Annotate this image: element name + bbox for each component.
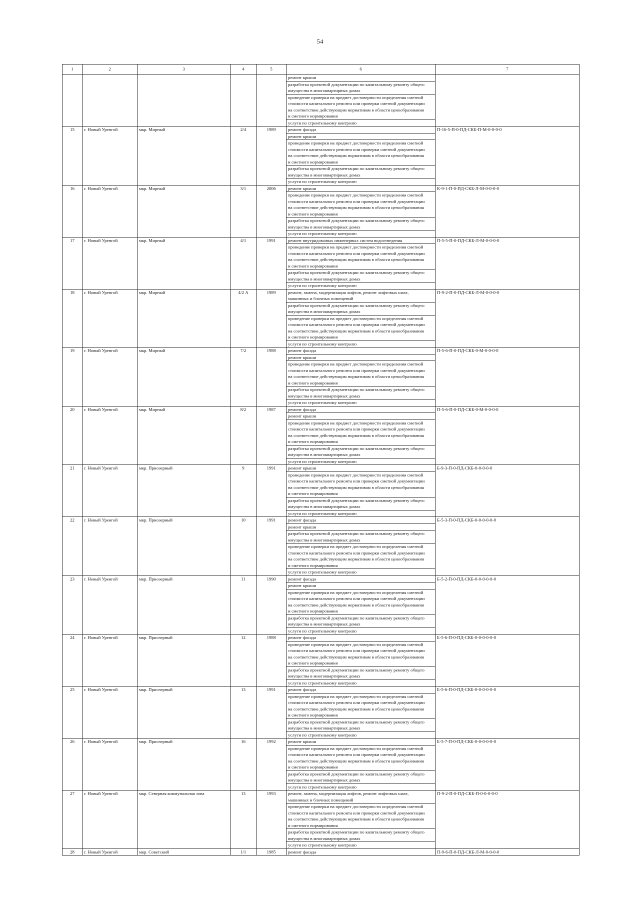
table-row [62,289,579,302]
cell-street: мкр. Приозерный [137,686,230,738]
cell-city: г. Новый Уренгой [82,790,137,848]
cell-year: 1989 [256,289,286,347]
cell-city: г. Новый Уренгой [82,406,137,465]
cell-work: разработка проектной документации по капитальному ремонту общего имущества в многоквартирных домах [286,497,435,510]
cell-code: П-9-2-П-0-ПД-СКБ-Л-М-0-0-0-0 [435,289,579,347]
column-header-6: 6 [286,64,435,74]
cell-code: Б-9-3-П-0-ПД-СКБ-0-0-0-0-0 [435,465,579,517]
cell-work: разработка проектной документации по капитальному ремонту общего имущества в многоквартирных домах [286,445,435,458]
cell-city: г. Новый Уренгой [82,576,137,635]
cell-number: 19 [62,347,82,406]
cell-city: г. Новый Уренгой [82,185,137,237]
cell-work: разработка проектной документации по капитальному ремонту общего имущества в многоквартирных домах [286,217,435,230]
table-body [62,74,579,855]
cell-number: 18 [62,289,82,347]
cell-work: ремонт крыши [286,738,435,745]
cell-city: г. Новый Уренгой [82,517,137,576]
cell-number: 15 [62,126,82,185]
cell-number [62,74,82,126]
cell-code: П-5-6-П-0-ПД-СКБ-0-М-0-0-0-0 [435,347,579,406]
cell-house: 4/2 А [230,289,256,347]
cell-code: П-9-2-П-0-ПД-СКБ-П-0-0-0-0-0 [435,790,579,848]
cell-city: г. Новый Уренгой [82,237,137,289]
cell-work: проведение проверки на предмет достоверности определения сметной стоимости капитального ремонта или проверки сметной документации на соответствие действующим нормативам в области ценообразования и сметного нормирования [286,641,435,667]
cell-street: мкр. Мирный [137,185,230,237]
cell-city: г. Новый Уренгой [82,738,137,790]
cell-year: 1993 [256,790,286,848]
cell-code: Б-5-7-П-0-ПД-СКБ-0-0-0-0-0-0 [435,738,579,790]
cell-street: мкр. Приозерный [137,517,230,576]
column-header-5: 5 [256,64,286,74]
cell-house: 12 [230,634,256,686]
cell-work: ремонт крыши [286,185,435,192]
cell-work: ремонт фасада [286,576,435,583]
cell-number: 28 [62,849,82,856]
cell-street: мкр. Приозерный [137,465,230,517]
cell-house: 8/2 [230,406,256,465]
cell-year [256,74,286,126]
cell-work: ремонт крыши [286,74,435,81]
cell-work: проведение проверки на предмет достоверности определения сметной стоимости капитального ремонта или проверки сметной документации на соответствие действующим нормативам в области ценообразования и сметного нормирования [286,472,435,498]
cell-code: П-5-5-П-0-ПД-СКБ-Л-М-0-0-0-0 [435,237,579,289]
cell-year: 1989 [256,126,286,185]
table-row [62,465,579,472]
table-header-row [62,64,579,74]
data-table [62,64,580,856]
cell-work: услуги по строительному контролю [286,569,435,576]
cell-work: разработка проектной документации по капитальному ремонту общего имущества в многоквартирных домах [286,667,435,680]
cell-work: ремонт фасада [286,849,435,856]
cell-house: 3/1 [230,185,256,237]
cell-street: мкр. Приозерный [137,738,230,790]
table-row [62,406,579,413]
cell-city: г. Новый Уренгой [82,686,137,738]
cell-work: проведение проверки на предмет достоверности определения сметной стоимости капитального ремонта или проверки сметной документации на соответствие действующим нормативам в области ценообразования и сметного нормирования [286,693,435,719]
cell-code: К-9-1-П-0-ПД-СКБ-Л-М-0-0-0-0 [435,185,579,237]
cell-code: Б-5-2-П-0-ПД-СКБ-0-0-0-0-0-0 [435,576,579,635]
table-row [62,790,579,803]
cell-work: разработка проектной документации по капитальному ремонту общего имущества в многоквартирных домах [286,771,435,784]
cell-year: 1990 [256,576,286,635]
cell-work: ремонт фасада [286,517,435,524]
cell-work: услуги по строительному контролю [286,399,435,406]
cell-number: 16 [62,185,82,237]
cell-house: 2/4 [230,126,256,185]
cell-house: 16 [230,738,256,790]
cell-work: ремонт фасада [286,126,435,133]
cell-year: 1991 [256,517,286,576]
cell-work: проведение проверки на предмет достоверности определения сметной стоимости капитального ремонта или проверки сметной документации на соответствие действующим нормативам в области ценообразования и сметного нормирования [286,244,435,270]
cell-work: ремонт внутридомовых инженерных систем водоотведения [286,237,435,244]
cell-street: мкр. Приозерный [137,634,230,686]
cell-street: мкр. Мирный [137,126,230,185]
cell-code: Б-5-3-П-0-ПД-СКБ-0-0-0-0-0-0 [435,517,579,576]
table-row [62,738,579,745]
table-row [62,347,579,354]
cell-city: г. Новый Уренгой [82,126,137,185]
cell-work: разработка проектной документации по капитальному ремонту общего имущества в многоквартирных домах [286,165,435,178]
cell-work: услуги по строительному контролю [286,458,435,465]
cell-work: разработка проектной документации по капитальному ремонту общего имущества в многоквартирных домах [286,615,435,628]
cell-work: ремонт крыши [286,413,435,420]
column-header-7: 7 [435,64,579,74]
cell-work: услуги по строительному контролю [286,842,435,849]
cell-number: 21 [62,465,82,517]
cell-year: 1991 [256,237,286,289]
cell-work: ремонт крыши [286,354,435,361]
cell-work: ремонт крыши [286,133,435,140]
cell-number: 27 [62,790,82,848]
cell-house: 7/2 [230,347,256,406]
cell-code: Б-5-6-П-0-ПД-СКБ-0-0-0-0-0-0 [435,634,579,686]
cell-number: 25 [62,686,82,738]
cell-year: 1988 [256,634,286,686]
cell-number: 26 [62,738,82,790]
table-row [62,185,579,192]
cell-year: 1992 [256,738,286,790]
cell-code: П-16-5-П-0-ПД-СКБ-П-М-0-0-0-0 [435,126,579,185]
cell-work: разработка проектной документации по капитальному ремонту общего имущества в многоквартирных домах [286,386,435,399]
cell-year: 1987 [256,406,286,465]
cell-work: проведение проверки на предмет достоверности определения сметной стоимости капитального ремонта или проверки сметной документации на соответствие действующим нормативам в области ценообразования и сметного нормирования [286,315,435,341]
cell-work: услуги по строительному контролю [286,282,435,289]
cell-work: ремонт фасада [286,686,435,693]
column-header-2: 2 [82,64,137,74]
cell-street: мкр. Мирный [137,406,230,465]
cell-street: мкр. Приозерный [137,576,230,635]
cell-work: услуги по строительному контролю [286,510,435,517]
cell-year: 1985 [256,849,286,856]
cell-year: 1991 [256,686,286,738]
cell-work: услуги по строительному контролю [286,178,435,185]
cell-work: услуги по строительному контролю [286,341,435,348]
cell-house: 11 [230,576,256,635]
cell-work: разработка проектной документации по капитальному ремонту общего имущества в многоквартирных домах [286,81,435,94]
cell-work: ремонт, замена, модернизация лифтов, ремонт лифтовых шахт, машинных и блочных помещений [286,790,435,803]
cell-street: мкр. Советский [137,849,230,856]
cell-house: 1/1 [230,849,256,856]
cell-work: разработка проектной документации по капитальному ремонту общего имущества в многоквартирных домах [286,530,435,543]
cell-street: мкр. Мирный [137,347,230,406]
cell-city: г. Новый Уренгой [82,465,137,517]
cell-code: П-9-6-П-0-ПД-СКБ-Л-М-0-0-0-0 [435,849,579,856]
cell-number: 17 [62,237,82,289]
cell-work: проведение проверки на предмет достоверности определения сметной стоимости капитального ремонта или проверки сметной документации на соответствие действующим нормативам в области ценообразования и сметного нормирования [286,543,435,569]
table-row [62,686,579,693]
cell-year: 1988 [256,347,286,406]
cell-work: проведение проверки на предмет достоверности определения сметной стоимости капитального ремонта или проверки сметной документации на соответствие действующим нормативам в области ценообразования и сметного нормирования [286,420,435,446]
table-row [62,237,579,244]
cell-work: ремонт фасада [286,347,435,354]
cell-work: услуги по строительному контролю [286,680,435,687]
column-header-3: 3 [137,64,230,74]
cell-code: П-5-6-П-0-ПД-СКБ-0-М-0-0-0-0 [435,406,579,465]
cell-work: разработка проектной документации по капитальному ремонту общего имущества в многоквартирных домах [286,829,435,842]
cell-work: проведение проверки на предмет достоверности определения сметной стоимости капитального ремонта или проверки сметной документации на соответствие действующим нормативам в области ценообразования и сметного нормирования [286,94,435,120]
cell-house: 4/1 [230,237,256,289]
cell-work: ремонт, замена, модернизация лифтов, ремонт лифтовых шахт, машинных и блочных помещений [286,289,435,302]
cell-city: г. Новый Уренгой [82,634,137,686]
column-header-4: 4 [230,64,256,74]
cell-house: 9 [230,465,256,517]
cell-work: разработка проектной документации по капитальному ремонту общего имущества в многоквартирных домах [286,269,435,282]
cell-work: проведение проверки на предмет достоверности определения сметной стоимости капитального ремонта или проверки сметной документации на соответствие действующим нормативам в области ценообразования и сметного нормирования [286,803,435,829]
cell-street: мкр. Северная коммунальная зона [137,790,230,848]
cell-house [230,74,256,126]
cell-city: г. Новый Уренгой [82,347,137,406]
cell-house: 10 [230,517,256,576]
cell-street [137,74,230,126]
cell-work: ремонт крыши [286,524,435,531]
cell-year: 2006 [256,185,286,237]
cell-city [82,74,137,126]
column-header-1: 1 [62,64,82,74]
cell-house: 13 [230,790,256,848]
cell-number: 20 [62,406,82,465]
cell-number: 23 [62,576,82,635]
table-row [62,576,579,583]
cell-work: услуги по строительному контролю [286,120,435,127]
cell-work: услуги по строительному контролю [286,628,435,635]
cell-work: услуги по строительному контролю [286,230,435,237]
cell-work: ремонт фасада [286,634,435,641]
cell-work: проведение проверки на предмет достоверности определения сметной стоимости капитального ремонта или проверки сметной документации на соответствие действующим нормативам в области ценообразования и сметного нормирования [286,589,435,615]
cell-work: ремонт крыши [286,465,435,472]
table-row [62,126,579,133]
cell-year: 1991 [256,465,286,517]
table-row [62,634,579,641]
cell-number: 22 [62,517,82,576]
cell-work: проведение проверки на предмет достоверности определения сметной стоимости капитального ремонта или проверки сметной документации на соответствие действующим нормативам в области ценообразования и сметного нормирования [286,745,435,771]
cell-work: разработка проектной документации по капитальному ремонту общего имущества в многоквартирных домах [286,719,435,732]
table-row [62,849,579,856]
table-row [62,517,579,524]
cell-work: услуги по строительному контролю [286,732,435,739]
cell-code [435,74,579,126]
cell-house: 13 [230,686,256,738]
cell-street: мкр. Мирный [137,289,230,347]
cell-code: Б-5-6-П-0-ПД-СКБ-0-0-0-0-0-0 [435,686,579,738]
page-number: 54 [316,37,324,45]
cell-work: проведение проверки на предмет достоверности определения сметной стоимости капитального ремонта или проверки сметной документации на соответствие действующим нормативам в области ценообразования и сметного нормирования [286,361,435,387]
cell-work: ремонт крыши [286,582,435,589]
cell-street: мкр. Мирный [137,237,230,289]
cell-work: разработка проектной документации по капитальному ремонту общего имущества в многоквартирных домах [286,302,435,315]
cell-work: ремонт фасада [286,406,435,413]
cell-city: г. Новый Уренгой [82,849,137,856]
table-row [62,74,579,81]
cell-work: услуги по строительному контролю [286,784,435,791]
cell-work: проведение проверки на предмет достоверности определения сметной стоимости капитального ремонта или проверки сметной документации на соответствие действующим нормативам в области ценообразования и сметного нормирования [286,192,435,218]
cell-number: 24 [62,634,82,686]
cell-work: проведение проверки на предмет достоверности определения сметной стоимости капитального ремонта или проверки сметной документации на соответствие действующим нормативам в области ценообразования и сметного нормирования [286,140,435,166]
cell-city: г. Новый Уренгой [82,289,137,347]
